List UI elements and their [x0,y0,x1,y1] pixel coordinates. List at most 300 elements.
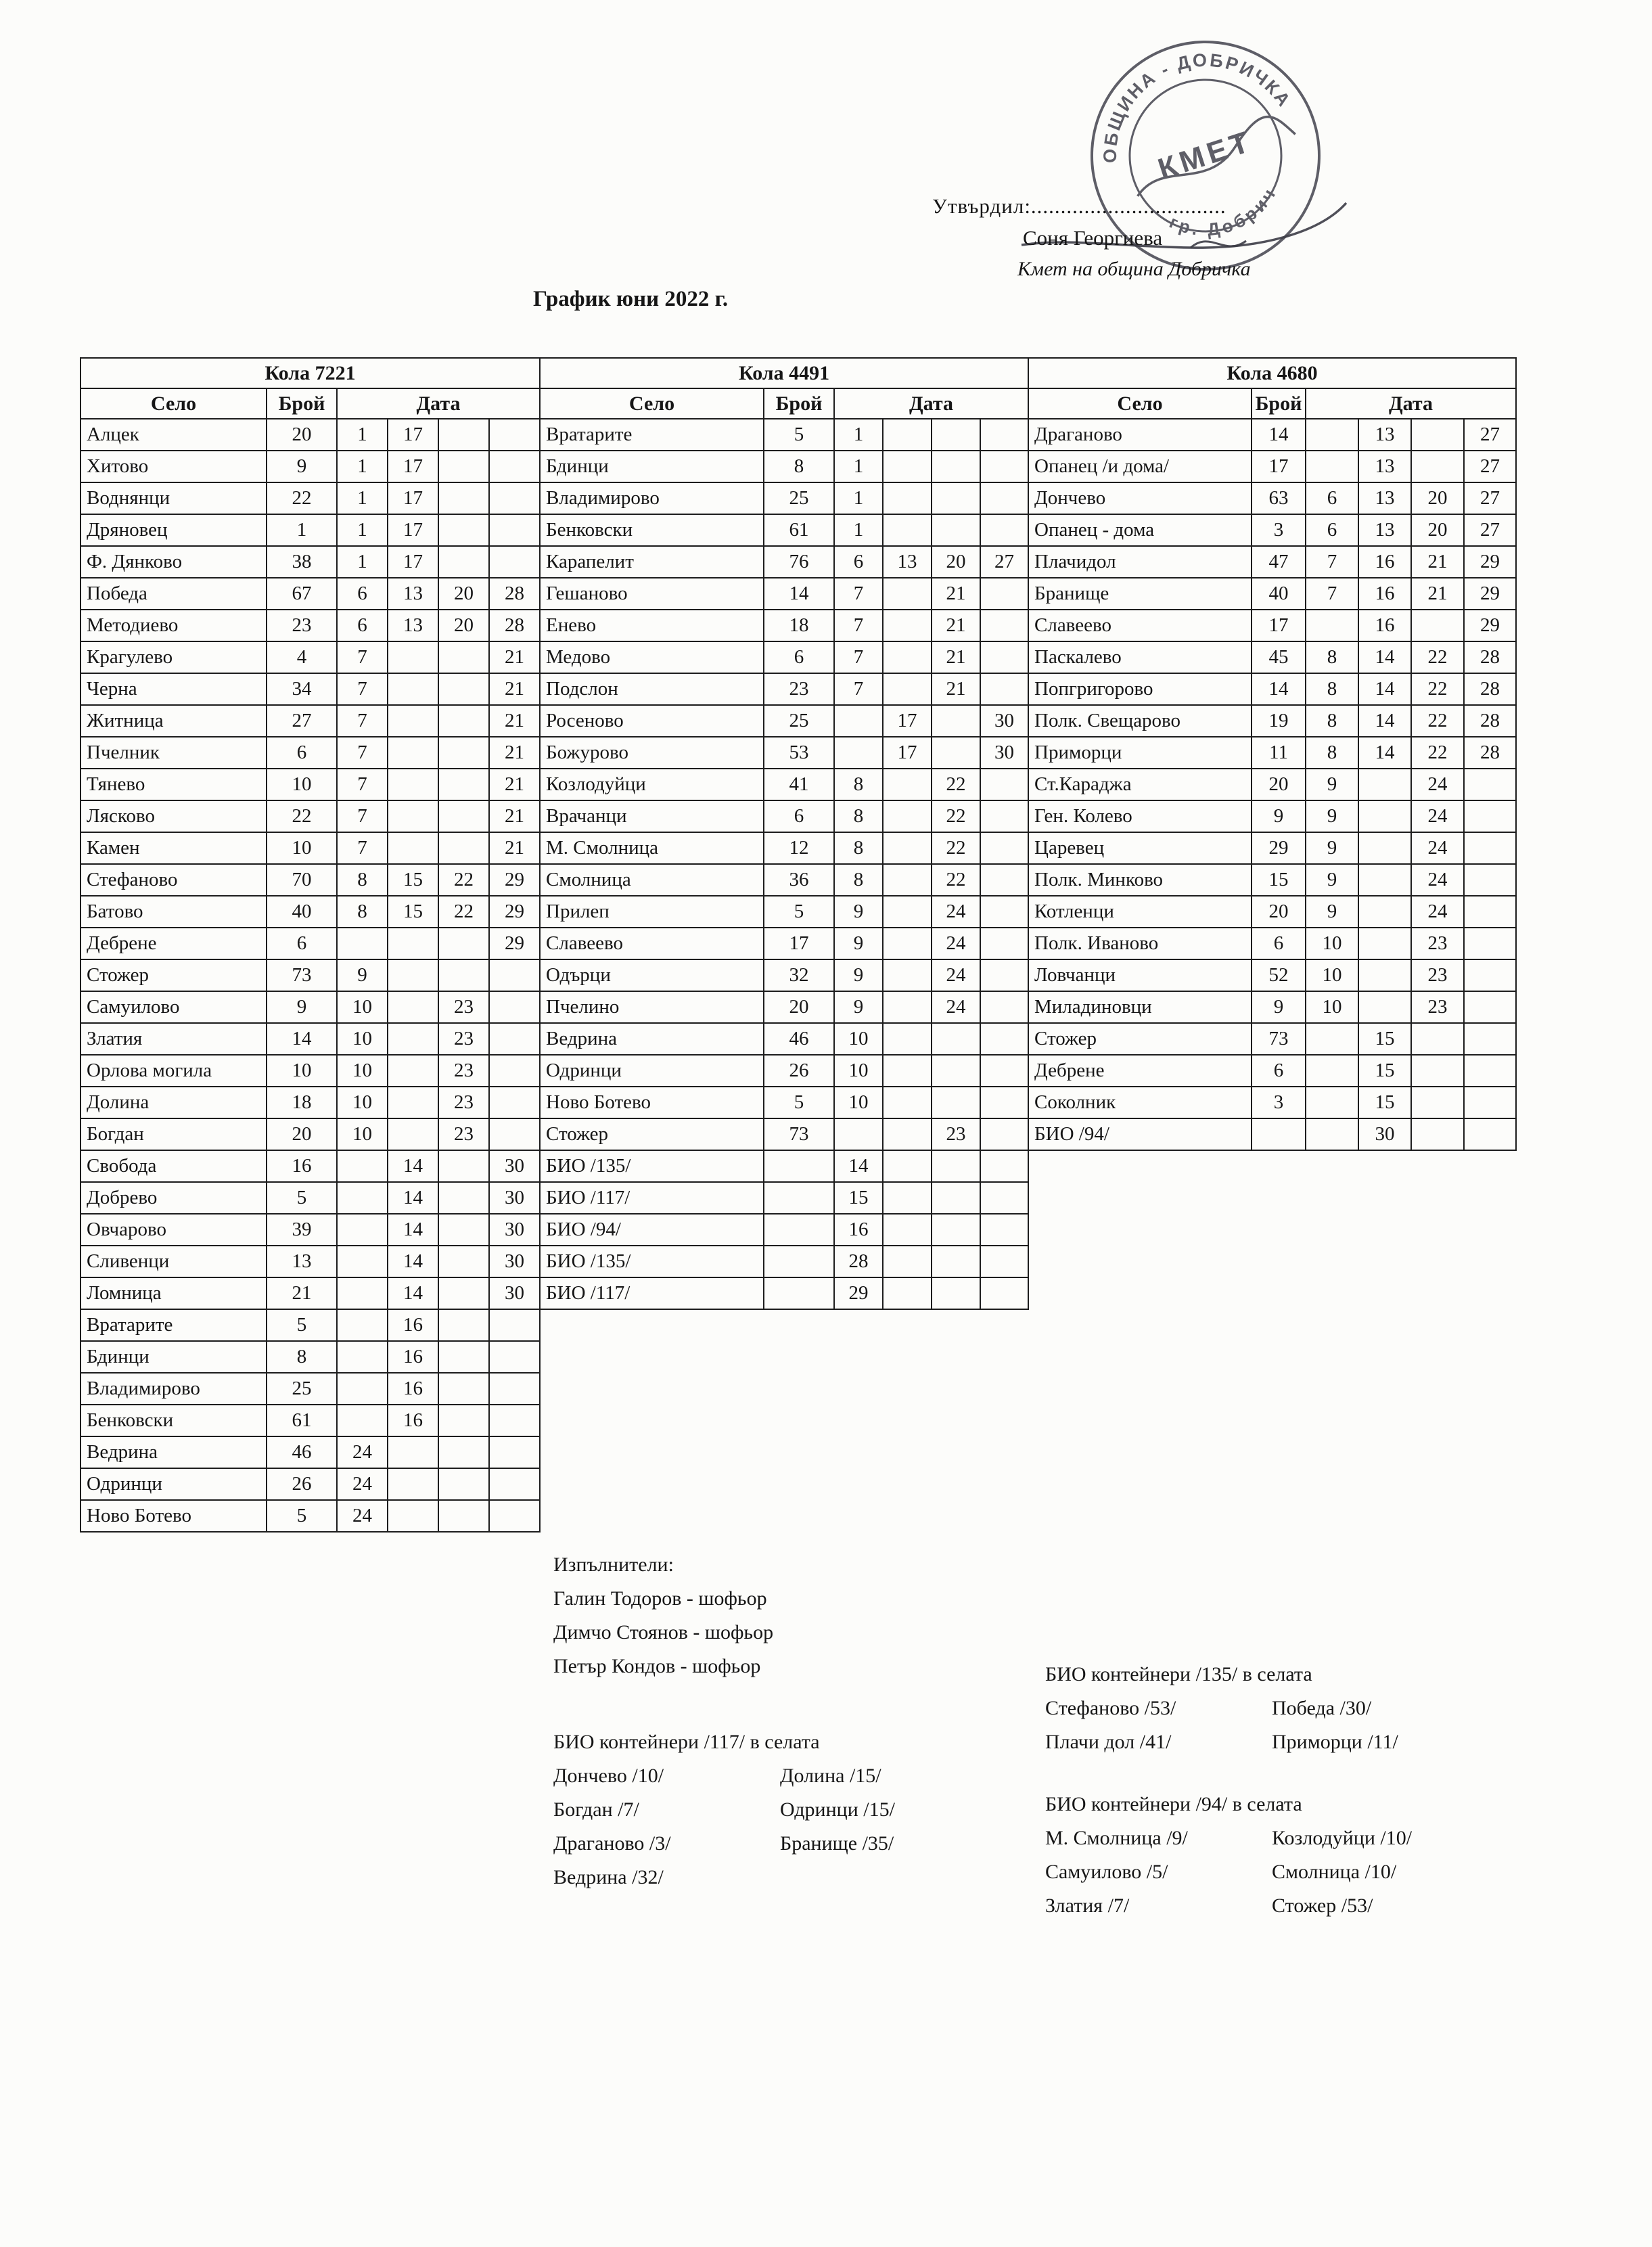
village-cell: Долина [81,1087,267,1118]
date-cell: 7 [337,641,388,673]
count-cell: 36 [764,864,834,896]
date-cell: 22 [1411,737,1464,769]
date-cell [883,1150,932,1182]
date-cell: 7 [834,641,883,673]
table-row [81,705,540,737]
count-cell: 14 [1252,419,1306,451]
table-row [540,1182,1028,1214]
bio-117-list [553,1759,1007,1894]
table-row [81,451,540,482]
village-cell: Паскалево [1028,641,1252,673]
table-row [81,1023,540,1055]
car-title: Кола 7221 [81,358,540,388]
village-cell: Владимирово [540,482,764,514]
date-cell [980,959,1028,991]
table-row [1028,482,1516,514]
column-header-date: Дата [834,388,1028,419]
date-cell [883,514,932,546]
date-cell [980,578,1028,610]
count-cell: 17 [764,928,834,959]
count-cell: 23 [764,673,834,705]
village-cell: Самуилово [81,991,267,1023]
date-cell [883,991,932,1023]
text-cell: Плачи дол /41/ [1045,1731,1172,1753]
date-cell: 21 [932,578,980,610]
count-cell: 45 [1252,641,1306,673]
village-cell: Свобода [81,1150,267,1182]
date-cell [1464,800,1516,832]
date-cell [1306,451,1358,482]
count-cell: 19 [1252,705,1306,737]
village-cell: Ведрина [540,1023,764,1055]
date-cell [388,1118,438,1150]
car-header-row [1028,358,1516,388]
date-cell: 22 [1411,673,1464,705]
table-row [81,482,540,514]
date-cell [388,1055,438,1087]
count-cell: 18 [764,610,834,641]
table-row [81,959,540,991]
count-cell: 25 [764,705,834,737]
date-cell [1306,1118,1358,1150]
count-cell: 5 [764,1087,834,1118]
date-cell [489,959,540,991]
date-cell [932,419,980,451]
village-cell: Одринци [540,1055,764,1087]
table-row [81,864,540,896]
table-row [540,896,1028,928]
village-cell: Батово [81,896,267,928]
text-cell: Приморци /11/ [1272,1731,1398,1753]
date-cell: 8 [834,832,883,864]
date-cell [980,1023,1028,1055]
date-cell [980,514,1028,546]
date-cell [438,705,489,737]
count-cell: 52 [1252,959,1306,991]
village-cell: Добрево [81,1182,267,1214]
date-cell [388,832,438,864]
count-cell: 26 [764,1055,834,1087]
count-cell: 32 [764,959,834,991]
table-row [81,896,540,928]
date-cell: 10 [834,1087,883,1118]
village-cell: Ст.Караджа [1028,769,1252,800]
count-cell: 22 [267,800,337,832]
count-cell: 9 [267,451,337,482]
date-cell: 13 [1358,514,1411,546]
date-cell: 9 [1306,800,1358,832]
table-row [1028,832,1516,864]
village-cell: Гешаново [540,578,764,610]
count-cell: 5 [764,896,834,928]
date-cell: 13 [1358,482,1411,514]
count-cell: 4 [267,641,337,673]
date-cell [489,991,540,1023]
car-title: Кола 4491 [540,358,1028,388]
date-cell: 14 [1358,705,1411,737]
date-cell [438,928,489,959]
date-cell [1464,1055,1516,1087]
date-cell: 15 [1358,1087,1411,1118]
count-cell [764,1182,834,1214]
bio-94-title: БИО контейнери /94/ в селата [1045,1793,1302,1815]
date-cell [932,451,980,482]
date-cell [1411,1118,1464,1150]
bio-135-list [1045,1692,1498,1759]
date-cell [388,769,438,800]
table-row [81,800,540,832]
date-cell [489,1023,540,1055]
table-row [540,800,1028,832]
count-cell [764,1277,834,1309]
date-cell [883,419,932,451]
count-cell: 40 [1252,578,1306,610]
village-cell: Житница [81,705,267,737]
village-cell: Приморци [1028,737,1252,769]
column-header-village: Село [540,388,764,419]
date-cell: 23 [438,1055,489,1087]
table-row [1028,896,1516,928]
date-cell [337,1150,388,1182]
table-row [81,419,540,451]
text-cell: М. Смолница /9/ [1045,1827,1188,1849]
date-cell: 29 [489,896,540,928]
date-cell: 23 [932,1118,980,1150]
date-cell: 17 [388,451,438,482]
date-cell: 10 [337,1055,388,1087]
date-cell: 28 [1464,641,1516,673]
date-cell: 17 [388,514,438,546]
count-cell: 5 [764,419,834,451]
village-cell: Крагулево [81,641,267,673]
date-cell: 1 [834,482,883,514]
date-cell: 17 [388,546,438,578]
date-cell [1358,769,1411,800]
village-cell: Орлова могила [81,1055,267,1087]
table-row [81,1373,540,1405]
date-cell: 27 [980,546,1028,578]
count-cell [764,1246,834,1277]
village-cell: Смолница [540,864,764,896]
village-cell: Владимирово [81,1373,267,1405]
count-cell: 8 [267,1341,337,1373]
date-cell: 24 [1411,832,1464,864]
table-row [540,1055,1028,1087]
date-cell [980,832,1028,864]
count-cell: 11 [1252,737,1306,769]
date-cell [337,1405,388,1436]
table-row [540,1087,1028,1118]
date-cell: 14 [388,1277,438,1309]
count-cell: 8 [764,451,834,482]
date-cell: 29 [834,1277,883,1309]
date-cell [883,864,932,896]
date-cell: 30 [980,737,1028,769]
table-row [81,769,540,800]
date-cell: 8 [1306,705,1358,737]
table-row [1028,514,1516,546]
date-cell [388,737,438,769]
table-row [81,991,540,1023]
count-cell: 6 [1252,1055,1306,1087]
date-cell [980,1182,1028,1214]
date-cell [489,1309,540,1341]
village-cell: Подслон [540,673,764,705]
date-cell: 23 [438,1023,489,1055]
date-cell [489,1436,540,1468]
table-row [540,610,1028,641]
text-cell: Стожер /53/ [1272,1894,1373,1917]
date-cell: 1 [337,451,388,482]
count-cell: 73 [1252,1023,1306,1055]
date-cell: 21 [489,705,540,737]
date-cell [388,1436,438,1468]
date-cell [1464,769,1516,800]
text-cell: Ведрина /32/ [553,1866,664,1888]
count-cell: 67 [267,578,337,610]
date-cell: 9 [834,928,883,959]
date-cell [883,641,932,673]
date-cell: 24 [932,991,980,1023]
date-cell: 30 [489,1277,540,1309]
date-cell: 9 [1306,864,1358,896]
date-cell: 8 [1306,641,1358,673]
date-cell: 9 [1306,832,1358,864]
date-cell: 16 [388,1373,438,1405]
village-cell: Полк. Иваново [1028,928,1252,959]
count-cell: 17 [1252,451,1306,482]
date-cell [1464,991,1516,1023]
text-cell: Дончево /10/ [553,1765,664,1787]
count-cell: 9 [1252,991,1306,1023]
village-cell: Лясково [81,800,267,832]
village-cell: Ген. Колево [1028,800,1252,832]
village-cell: Богдан [81,1118,267,1150]
text-cell: Драганово /3/ [553,1832,671,1855]
village-cell: Козлодуйци [540,769,764,800]
date-cell [883,928,932,959]
date-cell [1411,419,1464,451]
date-cell: 14 [1358,673,1411,705]
date-cell [1358,959,1411,991]
date-cell: 17 [883,737,932,769]
date-cell: 23 [438,1118,489,1150]
date-cell [1411,610,1464,641]
date-cell: 16 [388,1341,438,1373]
date-cell [883,1246,932,1277]
date-cell: 28 [489,578,540,610]
village-cell: Стожер [81,959,267,991]
date-cell: 30 [489,1150,540,1182]
date-cell [883,1277,932,1309]
date-cell: 14 [1358,737,1411,769]
village-cell: Бдинци [540,451,764,482]
table-row [1028,641,1516,673]
date-cell: 10 [337,991,388,1023]
date-cell [438,673,489,705]
date-cell [932,1150,980,1182]
date-cell: 14 [834,1150,883,1182]
count-cell: 46 [764,1023,834,1055]
date-cell [1306,1087,1358,1118]
date-cell: 9 [834,991,883,1023]
table-row [540,1246,1028,1277]
table-row [540,482,1028,514]
stamp-center-text: КМЕТ [1153,124,1257,187]
date-cell [1464,1023,1516,1055]
count-cell: 23 [267,610,337,641]
village-cell: Божурово [540,737,764,769]
village-cell: БИО /135/ [540,1246,764,1277]
date-cell: 15 [1358,1055,1411,1087]
date-cell [980,482,1028,514]
bio-117-block [553,1725,1007,1894]
date-cell: 14 [388,1214,438,1246]
table-row [540,769,1028,800]
village-cell: Прилеп [540,896,764,928]
date-cell: 21 [1411,546,1464,578]
date-cell: 10 [1306,928,1358,959]
table-row [81,514,540,546]
village-cell: Славеево [540,928,764,959]
executors-list [553,1582,773,1683]
village-cell: Опанец /и дома/ [1028,451,1252,482]
village-cell: Одринци [81,1468,267,1500]
table-row [81,1500,540,1532]
count-cell: 20 [764,991,834,1023]
date-cell: 1 [337,514,388,546]
table-row [1028,673,1516,705]
date-cell: 1 [337,482,388,514]
date-cell: 28 [1464,705,1516,737]
date-cell: 21 [932,673,980,705]
date-cell [489,1087,540,1118]
date-cell [337,1182,388,1214]
text-line [553,1759,1007,1793]
date-cell: 30 [489,1246,540,1277]
count-cell: 61 [764,514,834,546]
date-cell [883,769,932,800]
date-cell [932,1246,980,1277]
stamp-ring-top-text: ОБЩИНА - ДОБРИЧКА [1099,49,1295,163]
date-cell: 13 [1358,451,1411,482]
table-row [540,673,1028,705]
date-cell: 1 [337,419,388,451]
date-cell: 7 [1306,546,1358,578]
date-cell: 22 [932,769,980,800]
table-row [81,1055,540,1087]
date-cell: 28 [834,1246,883,1277]
date-cell [980,1246,1028,1277]
date-cell [883,1023,932,1055]
date-cell: 10 [834,1023,883,1055]
table-row [1028,419,1516,451]
date-cell [489,1341,540,1373]
count-cell: 20 [267,419,337,451]
column-header-count: Брой [1252,388,1306,419]
text-cell: Самуилово /5/ [1045,1861,1168,1883]
count-cell: 6 [764,641,834,673]
date-cell [388,991,438,1023]
date-cell [1358,928,1411,959]
count-cell: 20 [267,1118,337,1150]
count-cell: 46 [267,1436,337,1468]
count-cell: 63 [1252,482,1306,514]
date-cell: 7 [834,610,883,641]
date-cell: 7 [337,769,388,800]
count-cell: 21 [267,1277,337,1309]
date-cell: 22 [438,864,489,896]
date-cell [438,1182,489,1214]
village-cell: Пчелник [81,737,267,769]
date-cell: 14 [388,1246,438,1277]
date-cell: 8 [1306,673,1358,705]
date-cell: 24 [1411,896,1464,928]
village-cell: Соколник [1028,1087,1252,1118]
date-cell: 13 [388,610,438,641]
date-cell [1464,1118,1516,1150]
table-row [81,546,540,578]
table-row [1028,1055,1516,1087]
village-cell: Алцек [81,419,267,451]
date-cell: 16 [834,1214,883,1246]
date-cell [883,482,932,514]
bio-135-title: БИО контейнери /135/ в селата [1045,1663,1312,1685]
village-cell: Енево [540,610,764,641]
date-cell [883,1087,932,1118]
column-header-count: Брой [267,388,337,419]
date-cell [1464,864,1516,896]
date-cell [883,610,932,641]
date-cell: 9 [1306,896,1358,928]
table-row [1028,769,1516,800]
date-cell [337,1341,388,1373]
village-cell: Вратарите [81,1309,267,1341]
date-cell [834,737,883,769]
date-cell [932,482,980,514]
date-cell: 8 [1306,737,1358,769]
date-cell: 10 [1306,959,1358,991]
table-row [81,578,540,610]
village-cell: Росеново [540,705,764,737]
date-cell: 30 [489,1214,540,1246]
date-cell: 30 [1358,1118,1411,1150]
date-cell [489,419,540,451]
table-row [1028,959,1516,991]
count-cell: 73 [764,1118,834,1150]
date-cell [438,482,489,514]
village-cell: Дебрене [1028,1055,1252,1087]
date-cell: 8 [834,864,883,896]
village-cell: Царевец [1028,832,1252,864]
count-cell: 27 [267,705,337,737]
date-cell: 7 [834,578,883,610]
date-cell: 7 [337,800,388,832]
date-cell [438,419,489,451]
date-cell [489,1500,540,1532]
table-row [81,1309,540,1341]
count-cell: 34 [267,673,337,705]
date-cell: 7 [337,737,388,769]
date-cell [980,610,1028,641]
date-cell [980,419,1028,451]
table-row [540,864,1028,896]
date-cell [388,928,438,959]
count-cell: 6 [764,800,834,832]
table-row [540,641,1028,673]
date-cell: 20 [932,546,980,578]
village-cell: Камен [81,832,267,864]
